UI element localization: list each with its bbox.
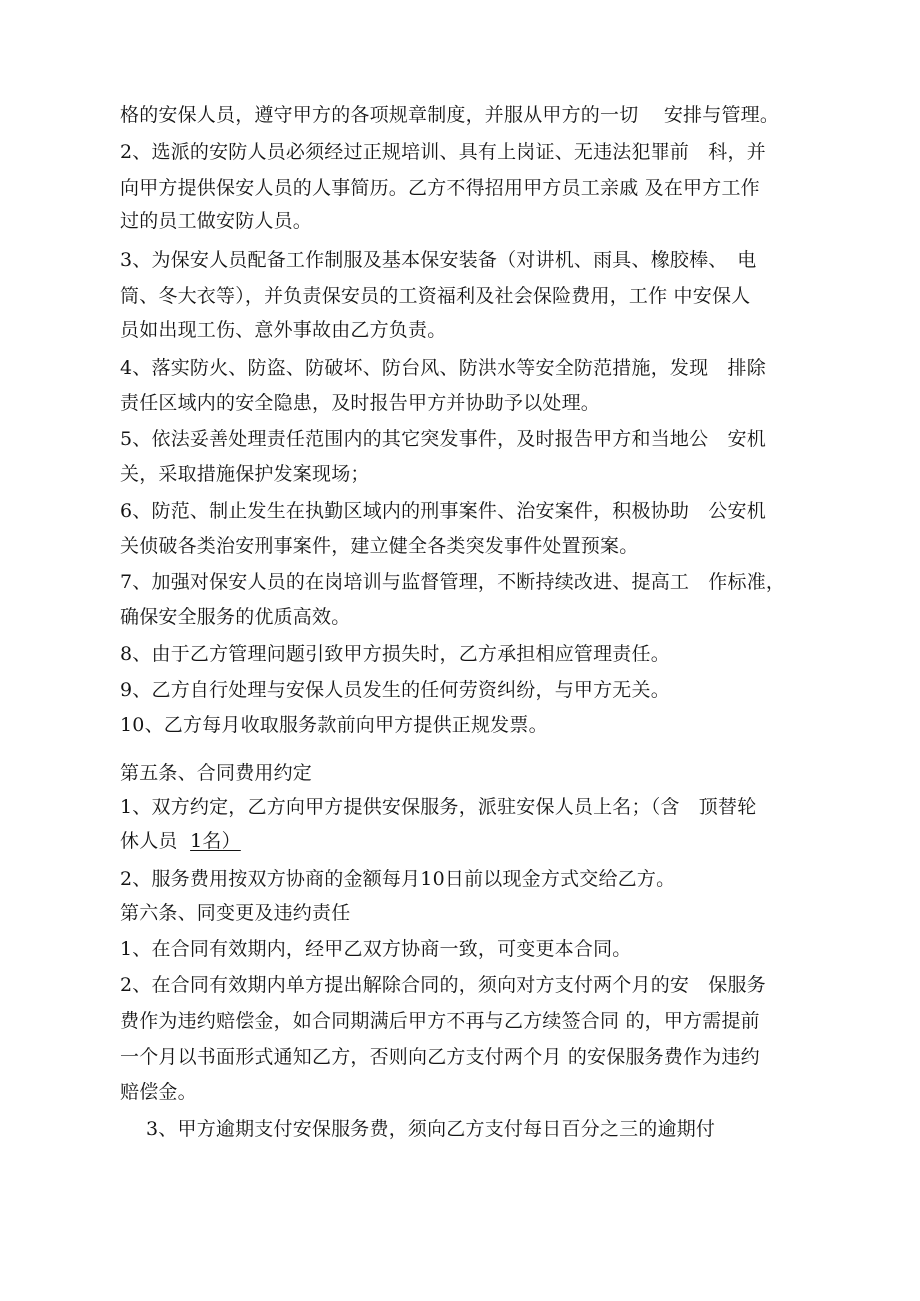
text-line: 1、在合同有效期内，经甲乙双方协商一致，可变更本合同。 bbox=[120, 938, 632, 960]
text-line: 4、落实防火、防盗、防破坏、防台风、防洪水等安全防范措施，发现 排除 bbox=[120, 357, 766, 379]
text-line: 向甲方提供保安人员的人事简历。乙方不得招用甲方员工亲戚 及在甲方工作 bbox=[120, 177, 760, 199]
text-line: 格的安保人员，遵守甲方的各项规章制度，并服从甲方的一切 安排与管理。 bbox=[120, 104, 780, 126]
text-line: 1、双方约定，乙方向甲方提供安保服务，派驻安保人员上名；（含 顶替轮 bbox=[120, 796, 757, 818]
underlined-value: 1名） bbox=[190, 830, 241, 852]
text-line: 关侦破各类治安刑事案件，建立健全各类突发事件处置预案。 bbox=[120, 535, 639, 557]
text-line: 2、服务费用按双方协商的金额每月10日前以现金方式交给乙方。 bbox=[120, 868, 676, 890]
text-line bbox=[120, 829, 241, 853]
text-line: 筒、冬大衣等），并负责保安员的工资福利及社会保险费用，工作 中安保人 bbox=[120, 285, 751, 307]
text-line: 10、乙方每月收取服务款前向甲方提供正规发票。 bbox=[120, 714, 548, 736]
text-line: 5、依法妥善处理责任范围内的其它突发事件，及时报告甲方和当地公 安机 bbox=[120, 428, 766, 450]
text-line: 7、加强对保安人员的在岗培训与监督管理，不断持续改进、提高工 作标准， bbox=[120, 571, 786, 593]
text-line: 2、选派的安防人员必须经过正规培训、具有上岗证、无违法犯罪前 科，并 bbox=[120, 141, 766, 163]
text-line: 确保安全服务的优质高效。 bbox=[120, 606, 351, 628]
text-line: 9、乙方自行处理与安保人员发生的任何劳资纠纷，与甲方无关。 bbox=[120, 679, 670, 701]
text-line: 一个月以书面形式通知乙方，否则向乙方支付两个月 的安保服务费作为违约 bbox=[120, 1046, 760, 1068]
text-segment: 休人员 bbox=[120, 830, 178, 852]
text-line: 员如出现工伤、意外事故由乙方负责。 bbox=[120, 319, 447, 341]
section-heading: 第五条、合同费用约定 bbox=[120, 762, 313, 784]
text-line: 3、甲方逾期支付安保服务费，须向乙方支付每日百分之三的逾期付 bbox=[146, 1118, 716, 1140]
section-heading: 第六条、同变更及违约责任 bbox=[120, 902, 351, 924]
text-line: 3、为保安人员配备工作制服及基本保安装备（对讲机、雨具、橡胶棒、 电 bbox=[120, 249, 757, 271]
text-line: 8、由于乙方管理问题引致甲方损失时，乙方承担相应管理责任。 bbox=[120, 643, 670, 665]
text-line: 责任区域内的安全隐患，及时报告甲方并协助予以处理。 bbox=[120, 392, 601, 414]
text-line: 2、在合同有效期内单方提出解除合同的，须向对方支付两个月的安 保服务 bbox=[120, 974, 766, 996]
text-line: 赔偿金。 bbox=[120, 1081, 197, 1103]
text-line: 6、防范、制止发生在执勤区域内的刑事案件、治安案件，积极协助 公安机 bbox=[120, 500, 766, 522]
text-line: 费作为违约赔偿金，如合同期满后甲方不再与乙方续签合同 的，甲方需提前 bbox=[120, 1010, 760, 1032]
text-line: 关，采取措施保护发案现场； bbox=[120, 463, 370, 485]
text-line: 过的员工做安防人员。 bbox=[120, 210, 313, 232]
